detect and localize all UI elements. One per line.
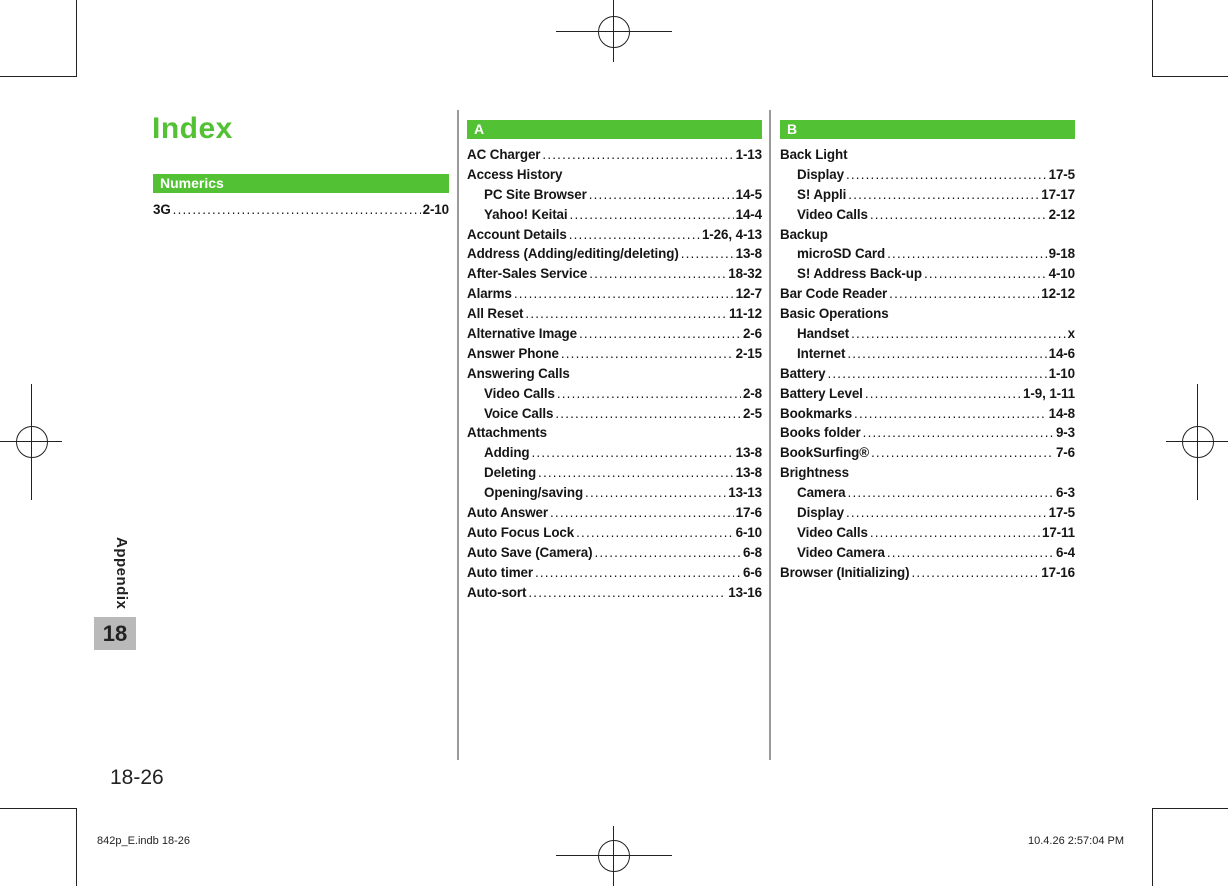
index-entry: [780, 505, 1075, 525]
leader-dots: [514, 286, 734, 301]
index-entry: [467, 445, 762, 465]
index-entry-page-ref: 6-3: [1055, 485, 1075, 501]
index-entry: [780, 525, 1075, 545]
leader-dots: [846, 167, 1047, 182]
index-entry-term: Backup: [780, 226, 828, 242]
leader-dots: [535, 565, 741, 580]
index-entry: [467, 465, 762, 485]
index-entry-term: Basic Operations: [780, 306, 889, 322]
leader-dots: [851, 326, 1066, 341]
index-entry-term: Battery: [780, 365, 826, 381]
section-header-numerics: Numerics: [153, 174, 449, 193]
index-entry-page-ref: 13-8: [735, 465, 762, 481]
index-entry-term: Browser (Initializing): [780, 564, 910, 580]
index-entry-page-ref: 18-32: [728, 266, 762, 282]
index-entry-term: Adding: [484, 445, 530, 461]
index-entry-page-ref: 14-5: [735, 186, 762, 202]
index-entry-page-ref: 6-4: [1055, 544, 1075, 560]
leader-dots: [576, 525, 733, 540]
index-group-heading: [780, 306, 1075, 326]
index-entry-page-ref: 11-12: [728, 306, 762, 322]
index-entry: [467, 147, 762, 167]
leader-dots: [846, 505, 1047, 520]
index-entry-page-ref: 17-6: [735, 505, 762, 521]
index-entry: [780, 246, 1075, 266]
index-entry-term: Internet: [797, 345, 846, 361]
index-entry: [780, 406, 1075, 426]
chapter-side-label: Appendix: [113, 537, 130, 610]
index-entry: [467, 227, 762, 247]
index-entry: [780, 485, 1075, 505]
index-group-heading: [780, 227, 1075, 247]
leader-dots: [681, 246, 734, 261]
index-entry-page-ref: 1-13: [735, 147, 762, 162]
index-entry-term: AC Charger: [467, 147, 541, 162]
index-entry-page-ref: 9-18: [1048, 246, 1075, 262]
index-entry-term: Auto Save (Camera): [467, 544, 593, 560]
index-entry-term: Back Light: [780, 147, 848, 162]
crop-mark-tr-h: [1152, 76, 1228, 77]
index-entry-term: Auto Answer: [467, 505, 548, 521]
crop-mark-br-h: [1152, 808, 1228, 809]
leader-dots: [887, 246, 1046, 261]
index-entry: [467, 346, 762, 366]
index-entry-term: Video Calls: [797, 206, 868, 222]
index-entry: [780, 366, 1075, 386]
print-slug-file: 842p_E.indb 18-26: [97, 835, 190, 847]
index-entry-term: PC Site Browser: [484, 186, 587, 202]
crop-mark-tl-h: [0, 76, 77, 77]
index-entry-page-ref: 1-10: [1048, 365, 1075, 381]
index-entry: [467, 565, 762, 585]
index-entry-page-ref: 1-26, 4-13: [701, 226, 762, 242]
index-entry-page-ref: 2-8: [742, 385, 762, 401]
index-list-numerics: [153, 202, 449, 222]
index-entry-page-ref: 17-5: [1048, 166, 1075, 182]
index-entry: [467, 485, 762, 505]
index-entry: [780, 207, 1075, 227]
leader-dots: [570, 207, 734, 222]
index-entry: [780, 326, 1075, 346]
index-entry-term: microSD Card: [797, 246, 886, 262]
leader-dots: [173, 202, 421, 217]
index-entry-term: Auto-sort: [467, 584, 527, 600]
index-entry-term: S! Address Back-up: [797, 266, 922, 282]
index-entry: [780, 167, 1075, 187]
index-entry-page-ref: 17-11: [1041, 524, 1075, 540]
index-entry: [780, 386, 1075, 406]
index-group-heading: [780, 147, 1075, 167]
index-entry-page-ref: 1-9, 1-11: [1023, 385, 1075, 401]
index-entry-page-ref: 13-16: [728, 584, 762, 600]
index-entry-page-ref: 17-17: [1041, 186, 1075, 202]
index-list-b: [780, 147, 1075, 585]
crop-mark-tr-v: [1152, 0, 1153, 77]
index-entry-term: Yahoo! Keitai: [484, 206, 568, 222]
index-entry-term: Alarms: [467, 286, 512, 302]
leader-dots: [889, 286, 1039, 301]
registration-mark-right-circle: [1182, 426, 1214, 458]
index-entry-page-ref: 4-10: [1048, 266, 1075, 282]
index-entry: [780, 266, 1075, 286]
index-entry: [780, 565, 1075, 585]
index-entry-term: All Reset: [467, 306, 524, 322]
index-entry: [467, 505, 762, 525]
leader-dots: [585, 485, 726, 500]
leader-dots: [865, 386, 1021, 401]
index-entry-page-ref: 2-10: [422, 202, 449, 217]
index-entry-page-ref: 7-6: [1055, 445, 1075, 461]
index-entry: [780, 346, 1075, 366]
index-entry: [780, 425, 1075, 445]
leader-dots: [525, 306, 727, 321]
index-entry-term: Opening/saving: [484, 485, 584, 501]
leader-dots: [528, 585, 726, 600]
leader-dots: [887, 545, 1054, 560]
index-entry-page-ref: 12-7: [735, 286, 762, 302]
index-entry: [467, 386, 762, 406]
leader-dots: [532, 445, 734, 460]
page-title: Index: [152, 112, 233, 145]
index-entry: [153, 202, 449, 222]
index-entry-term: Books folder: [780, 425, 861, 441]
leader-dots: [870, 525, 1040, 540]
index-entry: [780, 286, 1075, 306]
index-entry-page-ref: 13-8: [735, 246, 762, 262]
leader-dots: [854, 406, 1047, 421]
index-entry: [467, 306, 762, 326]
index-entry-page-ref: 13-13: [728, 485, 762, 501]
leader-dots: [561, 346, 734, 361]
crop-mark-br-v: [1152, 808, 1153, 886]
leader-dots: [557, 386, 741, 401]
leader-dots: [870, 207, 1047, 222]
index-entry-page-ref: 2-12: [1048, 206, 1075, 222]
index-entry-term: After-Sales Service: [467, 266, 588, 282]
index-entry: [467, 187, 762, 207]
leader-dots: [555, 406, 741, 421]
leader-dots: [848, 187, 1039, 202]
registration-mark-left-circle: [16, 426, 48, 458]
leader-dots: [911, 565, 1039, 580]
chapter-number-tab: 18: [94, 617, 136, 650]
index-entry: [467, 525, 762, 545]
index-entry-term: Camera: [797, 485, 846, 501]
index-entry-page-ref: 2-6: [742, 326, 762, 342]
index-entry-page-ref: 14-4: [735, 206, 762, 222]
index-entry-term: Auto timer: [467, 564, 533, 580]
index-entry-term: Handset: [797, 326, 850, 342]
index-entry-term: Brightness: [780, 465, 849, 481]
index-entry-term: Access History: [467, 166, 563, 182]
crop-mark-bl-v: [76, 808, 77, 886]
column-divider-1: [457, 110, 459, 760]
section-header-a: A: [467, 120, 762, 139]
index-entry-term: Auto Focus Lock: [467, 524, 575, 540]
index-entry-term: Deleting: [484, 465, 537, 481]
leader-dots: [863, 425, 1054, 440]
index-list-a: [467, 147, 762, 604]
leader-dots: [579, 326, 741, 341]
index-entry-term: Bar Code Reader: [780, 286, 888, 302]
index-entry-term: Bookmarks: [780, 405, 853, 421]
leader-dots: [569, 227, 700, 242]
leader-dots: [538, 465, 734, 480]
column-divider-2: [769, 110, 771, 760]
index-entry-page-ref: 17-16: [1041, 564, 1075, 580]
page-number: 18-26: [110, 766, 164, 789]
leader-dots: [550, 505, 734, 520]
print-slug-time: 10.4.26 2:57:04 PM: [1028, 835, 1125, 847]
index-entry: [780, 445, 1075, 465]
index-entry-page-ref: 17-5: [1048, 505, 1075, 521]
index-entry-term: 3G: [153, 202, 171, 217]
index-entry-term: Video Camera: [797, 544, 885, 560]
section-header-b: B: [780, 120, 1075, 139]
index-entry-page-ref: 14-8: [1048, 405, 1075, 421]
index-entry-page-ref: 6-6: [742, 564, 762, 580]
index-entry-page-ref: 9-3: [1055, 425, 1075, 441]
index-entry-page-ref: 2-15: [735, 345, 762, 361]
leader-dots: [847, 346, 1046, 361]
index-entry-term: Voice Calls: [484, 405, 554, 421]
index-entry-term: Video Calls: [484, 385, 555, 401]
index-group-heading: [780, 465, 1075, 485]
index-entry: [467, 207, 762, 227]
index-entry-term: Display: [797, 166, 844, 182]
index-group-heading: [467, 366, 762, 386]
index-entry-term: Video Calls: [797, 524, 868, 540]
index-entry-term: Account Details: [467, 226, 567, 242]
leader-dots: [589, 187, 734, 202]
index-entry-term: Display: [797, 505, 844, 521]
leader-dots: [871, 445, 1054, 460]
index-entry-term: Answer Phone: [467, 345, 559, 361]
crop-mark-tl-v: [76, 0, 77, 77]
leader-dots: [589, 266, 726, 281]
index-entry-page-ref: 6-8: [742, 544, 762, 560]
index-group-heading: [467, 425, 762, 445]
index-entry: [467, 545, 762, 565]
index-entry: [467, 406, 762, 426]
index-entry: [780, 187, 1075, 207]
index-entry-page-ref: 12-12: [1041, 286, 1075, 302]
index-group-heading: [467, 167, 762, 187]
leader-dots: [848, 485, 1054, 500]
index-entry: [467, 246, 762, 266]
index-entry-page-ref: x: [1067, 326, 1075, 342]
crop-mark-bl-h: [0, 808, 77, 809]
registration-mark-top-circle: [598, 16, 630, 48]
index-entry-term: Attachments: [467, 425, 548, 441]
index-entry-term: Address (Adding/editing/deleting): [467, 246, 679, 262]
leader-dots: [542, 147, 733, 162]
index-entry-page-ref: 13-8: [735, 445, 762, 461]
index-entry-term: Alternative Image: [467, 326, 577, 342]
leader-dots: [827, 366, 1046, 381]
index-entry-term: BookSurfing®: [780, 445, 870, 461]
registration-mark-bottom-circle: [598, 840, 630, 872]
leader-dots: [594, 545, 740, 560]
index-entry-page-ref: 14-6: [1048, 345, 1075, 361]
index-entry: [467, 585, 762, 605]
index-entry: [780, 545, 1075, 565]
index-entry: [467, 326, 762, 346]
index-entry-page-ref: 6-10: [735, 524, 762, 540]
leader-dots: [924, 266, 1047, 281]
index-entry: [467, 266, 762, 286]
index-entry-term: Answering Calls: [467, 365, 570, 381]
index-entry: [467, 286, 762, 306]
index-entry-page-ref: 2-5: [742, 405, 762, 421]
index-entry-term: S! Appli: [797, 186, 847, 202]
index-entry-term: Battery Level: [780, 385, 863, 401]
